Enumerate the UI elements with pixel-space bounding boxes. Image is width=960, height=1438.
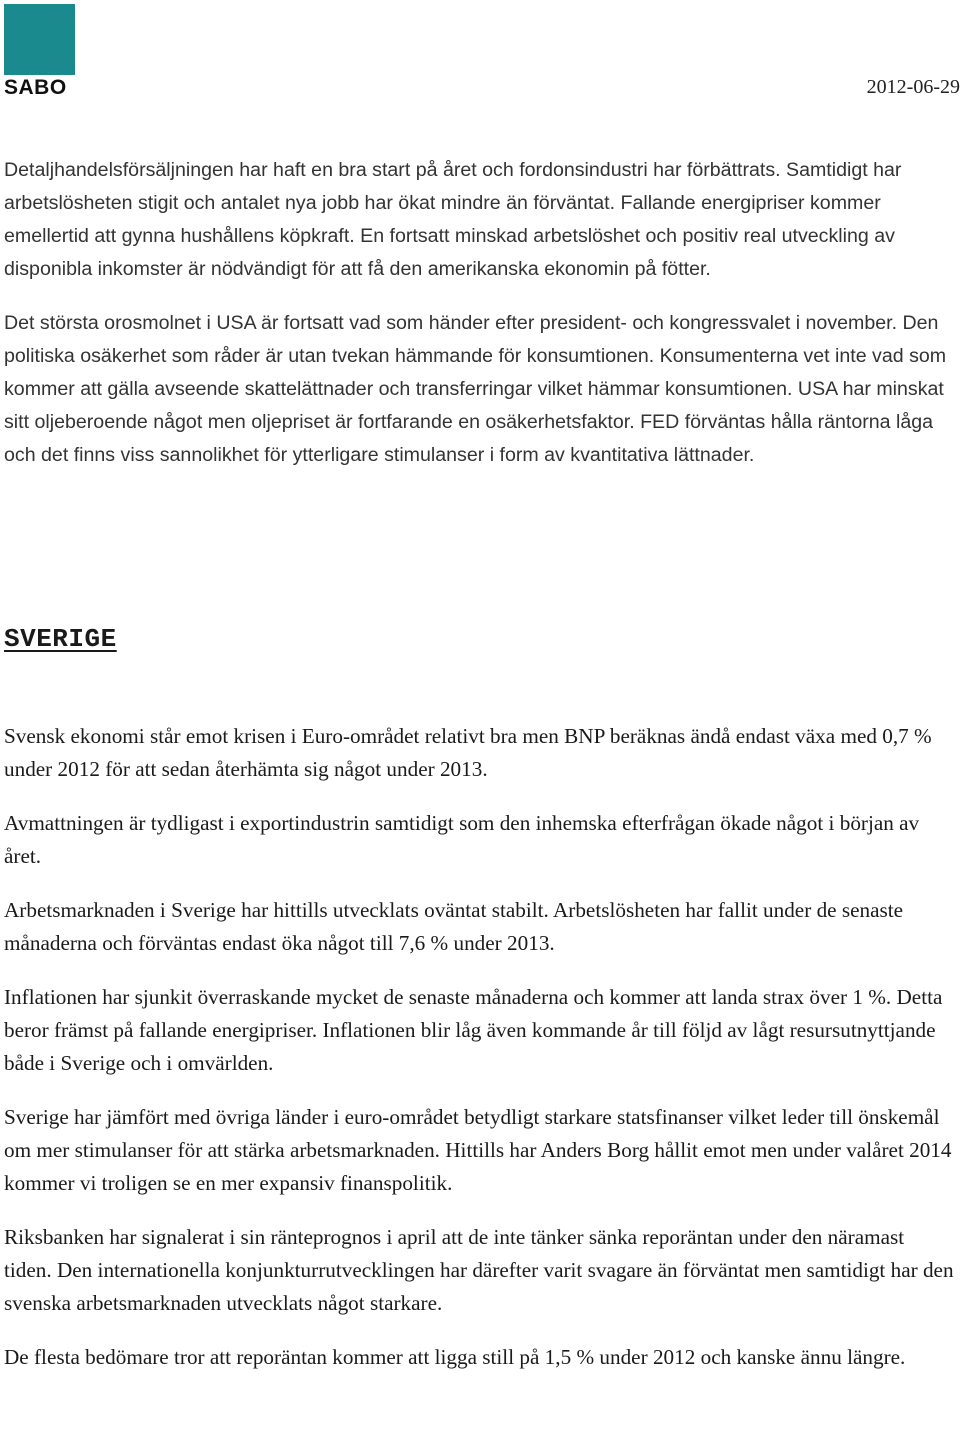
section-paragraph: De flesta bedömare tror att reporäntan kommer att ligga still på 1,5 % under 2012 och kanske ännu längre. — [4, 1345, 906, 1369]
sweden-section — [4, 720, 954, 1374]
intro-paragraph: Det största orosmolnet i USA är fortsatt vad som händer efter president- och kongressvalet i november. Den politiska osäkerhet som råder är utan tvekan hämmande för konsumtionen. Konsumenterna vet inte vad som kommer att gälla avseende skattelättnader och transferringar vilket hämmar konsumtionen. USA har minskat sitt oljeberoende något men oljepriset är fortfarande en osäkerhetsfaktor. FED förväntas hålla räntorna låga och det finns viss sannolikhet för ytterligare stimulanser i form av kvantitativa lättnader. — [4, 312, 947, 466]
section-paragraph: Inflationen har sjunkit överraskande mycket de senaste månaderna och kommer att landa strax över 1 %. Detta beror främst på fallande energipriser. Inflationen blir låg även kommande år till följd av lågt resursutnyttjande både i Sverige och i omvärlden. — [4, 985, 943, 1075]
section-paragraph: Arbetsmarknaden i Sverige har hittills utvecklats oväntat stabilt. Arbetslösheten har fallit under de senaste månaderna och förväntas endast öka något till 7,6 % under 2013. — [4, 898, 904, 955]
section-paragraph: Avmattningen är tydligast i exportindustrin samtidigt som den inhemska efterfrågan ökade något i början av året. — [4, 811, 920, 868]
section-paragraph: Riksbanken har signalerat i sin ränteprognos i april att de inte tänker sänka reporäntan under den näramast tiden. Den internationella konjunkturrutvecklingen har därefter varit svagare än förväntat men samtidigt har den svenska arbetsmarknaden utvecklats något starkare. — [4, 1225, 954, 1315]
section-paragraph: Sverige har jämfört med övriga länder i euro-området betydligt starkare statsfinanser vilket leder till önskemål om mer stimulanser för att stärka arbetsmarknaden. Hittills har Anders Borg hållit emot men under valåret 2014 kommer vi troligen se en mer expansiv finanspolitik. — [4, 1105, 952, 1195]
logo-square-icon — [4, 4, 75, 75]
document-date: 2012-06-29 — [866, 76, 960, 98]
section-heading: SVERIGE — [4, 624, 117, 654]
sabo-logo — [4, 4, 76, 98]
intro-section — [4, 154, 954, 472]
section-paragraph: Svensk ekonomi står emot krisen i Euro-området relativt bra men BNP beräknas ändå endast växa med 0,7 % under 2012 för att sedan återhämta sig något under 2013. — [4, 724, 932, 781]
intro-paragraph: Detaljhandelsförsäljningen har haft en bra start på året och fordonsindustri har förbättrats. Samtidigt har arbetslösheten stigit och antalet nya jobb har ökat mindre än förväntat. Fallande energipriser kommer emellertid att gynna hushållens köpkraft. En fortsatt minskad arbetslöshet och positiv real utveckling av disponibla inkomster är nödvändigt för att få den amerikanska ekonomin på fötter. — [4, 159, 902, 280]
logo-text: SABO — [4, 76, 67, 99]
